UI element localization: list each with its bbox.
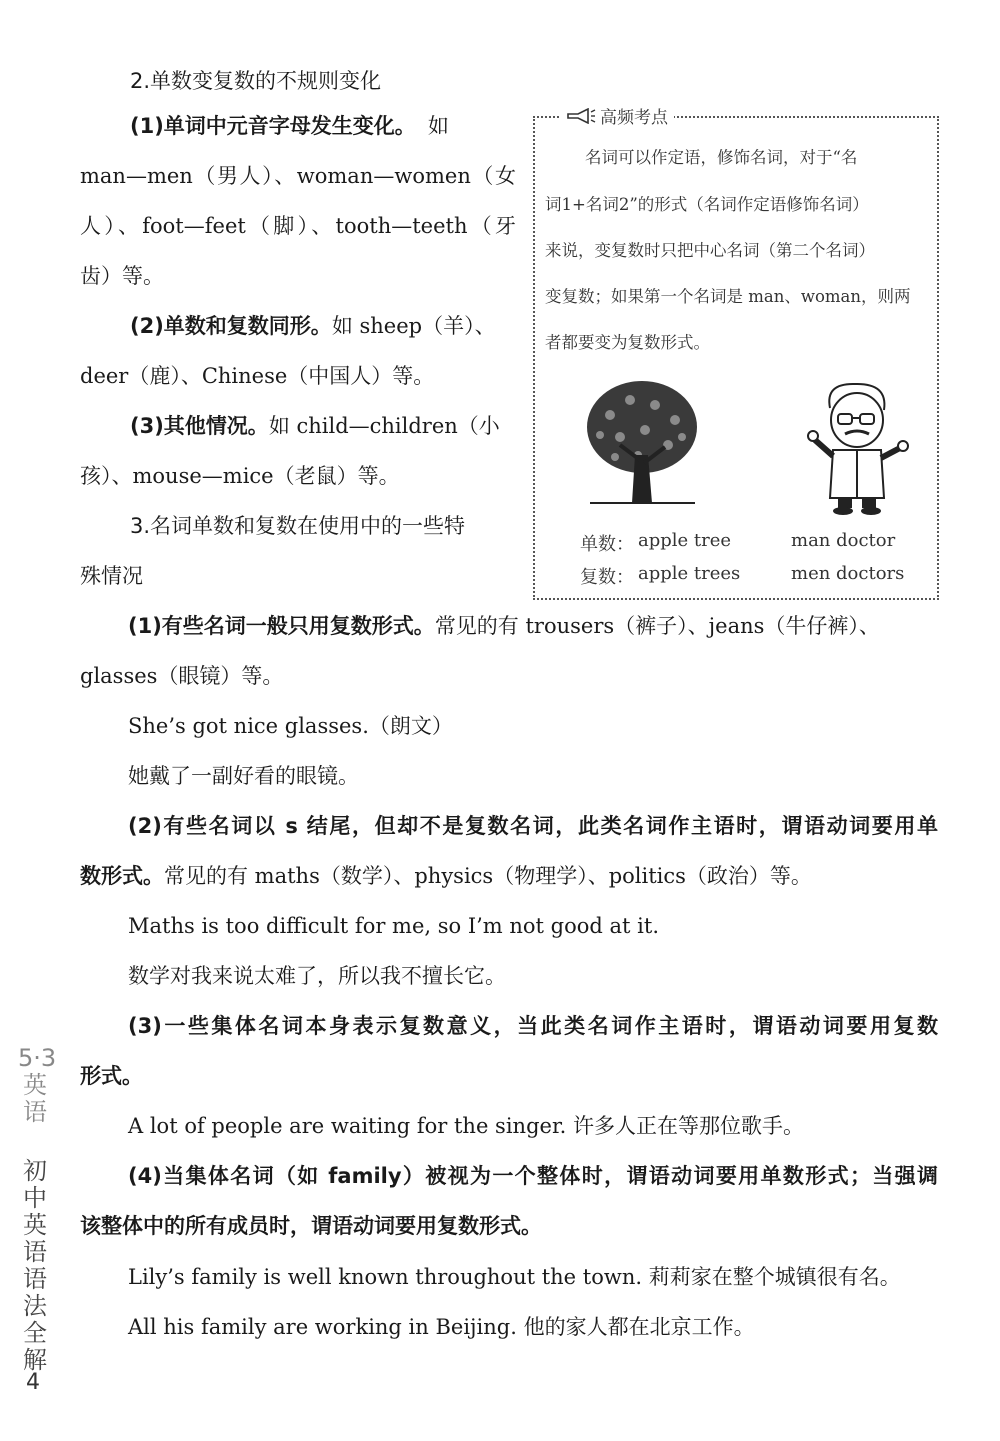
tip-box-header [560,103,674,128]
paragraph-1-line-1 [130,111,449,141]
paragraph-2-label: (2)单数和复数同形。 [130,314,332,338]
tip-line: 来说，变复数时只把中心名词（第二个名词） [545,241,875,260]
rule-1-line-2: glasses（眼镜）等。 [80,664,284,688]
page-number: 4 [26,1370,40,1395]
rule-4-example-1: Lily’s family is well known throughout the town. 莉莉家在整个城镇很有名。 [128,1265,901,1289]
rule-1-line-1 [128,611,880,641]
tip-line: 变复数；如果第一个名词是 man、woman，则两 [545,287,911,306]
rule-1-text: 常见的有 trousers（裤子）、jeans（牛仔裤）、 [434,614,880,638]
rule-4-label-cont: 该整体中的所有成员时，谓语动词要用复数形式。 [80,1214,542,1238]
rule-2-label-cont: 数形式。 [80,864,164,888]
singular-label: 单数： [580,534,634,555]
paragraph-3-line-1 [130,411,500,441]
rule-1-label: (1)有些名词一般只用复数形式。 [128,614,435,638]
tip-line: 名词可以作定语，修饰名词，对于“名 [585,148,858,167]
plural-example-right: men doctors [791,563,905,584]
section-heading-2: 2.单数变复数的不规则变化 [130,69,382,93]
megaphone-icon [566,108,596,124]
section-heading-3: 3.名词单数和复数在使用中的一些特 [130,514,466,538]
apple-tree-illustration [580,375,705,510]
rule-3-example: A lot of people are waiting for the singer. 许多人正在等那位歌手。 [128,1114,805,1138]
rule-2-line-2 [80,861,812,891]
singular-example-right: man doctor [791,530,896,551]
rule-3-label: (3)一些集体名词本身表示复数意义，当此类名词作主语时，谓语动词要用复数 [128,1014,938,1038]
sidebar-book-title: 初中英语语法全解 [23,1157,47,1374]
tip-box [533,116,939,600]
paragraph-2-line-1 [130,311,496,341]
rule-2-example-zh: 数学对我来说太难了，所以我不擅长它。 [128,964,506,988]
rule-3-label-cont: 形式。 [80,1064,143,1088]
paragraph-3-text-a: 如 child—children（小 [268,414,500,438]
paragraph-2-text-a: 如 sheep（羊）、 [331,314,496,338]
paragraph-2-line-2: deer（鹿）、Chinese（中国人）等。 [80,364,435,388]
tip-line: 词1+名词2”的形式（名词作定语修饰名词） [545,195,869,214]
paragraph-1-text-a: 如 [427,114,449,138]
plural-label: 复数： [580,567,634,588]
tip-line: 者都要变为复数形式。 [545,333,710,352]
rule-2-label: (2)有些名词以 s 结尾，但却不是复数名词，此类名词作主语时，谓语动词要用单 [128,814,938,838]
section-heading-3-cont: 殊情况 [80,564,143,588]
rule-1-example-en: She’s got nice glasses.（朗文） [128,714,453,738]
tip-box-title: 高频考点 [600,108,668,128]
paragraph-1-line-2: man—men（男人）、woman—women（女 [80,164,516,188]
paragraph-1-line-3: 人）、foot—feet（脚）、tooth—teeth（牙 [80,214,516,238]
rule-2-example-en: Maths is too difficult for me, so I’m not good at it. [128,914,659,938]
doctor-illustration [800,378,915,518]
paragraph-3-line-2: 孩）、mouse—mice（老鼠）等。 [80,464,400,488]
plural-example-left: apple trees [638,563,741,584]
rule-2-text: 常见的有 maths（数学）、physics（物理学）、politics（政治）等。 [164,864,812,888]
paragraph-1-label: (1)单词中元音字母发生变化。 [130,114,416,138]
rule-4-example-2: All his family are working in Beijing. 他的家人都在北京工作。 [128,1315,755,1339]
paragraph-1-line-4: 齿）等。 [80,264,164,288]
singular-example-left: apple tree [638,530,732,551]
rule-4-label: (4)当集体名词（如 family）被视为一个整体时，谓语动词要用单数形式；当强调 [128,1164,938,1188]
sidebar-brand: 5·3英语 [18,1044,57,1126]
rule-1-example-zh: 她戴了一副好看的眼镜。 [128,764,359,788]
paragraph-3-label: (3)其他情况。 [130,414,269,438]
